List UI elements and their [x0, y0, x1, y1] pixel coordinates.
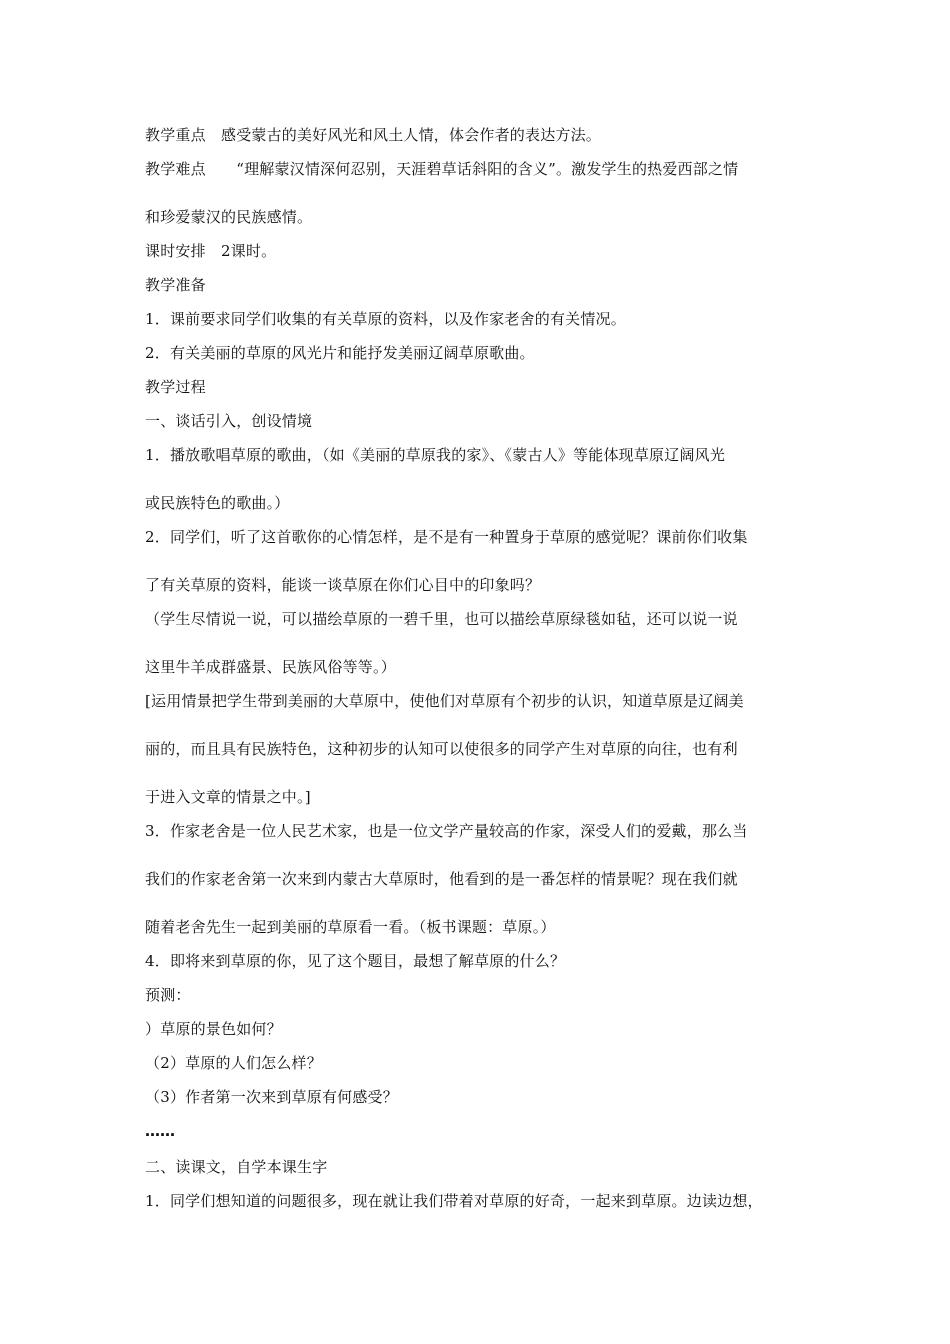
step-3-line-a: 3．作家老舍是一位人民艺术家，也是一位文学产量较高的作家，深受人们的爱戴，那么当: [145, 822, 748, 840]
prediction-heading: 预测：: [145, 986, 191, 1004]
class-hours-line: 课时安排 2课时。: [145, 242, 277, 260]
step-2-line-a: 2．同学们，听了这首歌你的心情怎样，是不是有一种置身于草原的感觉呢？课前你们收集: [145, 528, 748, 546]
teaching-focus-line: 教学重点 感受蒙古的美好风光和风土人情，体会作者的表达方法。: [145, 126, 602, 144]
step-2-line-b: 了有关草原的资料，能谈一谈草原在你们心目中的印象吗？: [145, 576, 541, 594]
step-1-line-b: 或民族特色的歌曲。）: [145, 494, 290, 512]
section-two-heading: 二、读课文，自学本课生字: [145, 1158, 328, 1176]
teaching-difficulty-continued: 和珍爱蒙汉的民族感情。: [145, 208, 313, 226]
student-note-line-b: 这里牛羊成群盛景、民族风俗等等。）: [145, 658, 396, 676]
design-note-line-b: 丽的，而且具有民族特色，这种初步的认知可以使很多的同学产生对草原的向往，也有利: [145, 740, 738, 758]
preparation-item-1: 1．课前要求同学们收集的有关草原的资料，以及作家老舍的有关情况。: [145, 310, 626, 328]
step-3-line-b: 我们的作家老舍第一次来到内蒙古大草原时，他看到的是一番怎样的情景呢？现在我们就: [145, 870, 738, 888]
teaching-preparation-heading: 教学准备: [145, 276, 206, 294]
prediction-item-2: （2）草原的人们怎么样？: [145, 1054, 322, 1072]
design-note-line-a: [运用情景把学生带到美丽的大草原中，使他们对草原有个初步的认识，知道草原是辽阔美: [145, 692, 744, 710]
step-1-line-a: 1．播放歌唱草原的歌曲，（如《美丽的草原我的家》、《蒙古人》等能体现草原辽阔风光: [145, 446, 726, 464]
design-note-line-c: 于进入文章的情景之中。]: [145, 788, 311, 806]
step-3-line-c: 随着老舍先生一起到美丽的草原看一看。（板书课题：草原。）: [145, 918, 556, 936]
step-4-line: 4．即将来到草原的你，见了这个题目，最想了解草原的什么？: [145, 952, 566, 970]
prediction-item-1: ）草原的景色如何？: [145, 1020, 282, 1038]
ellipsis-line: ……: [145, 1122, 175, 1140]
section-one-heading: 一、谈话引入，创设情境: [145, 412, 313, 430]
teaching-process-heading: 教学过程: [145, 378, 206, 396]
student-note-line-a: （学生尽情说一说，可以描绘草原的一碧千里，也可以描绘草原绿毯如毡，还可以说一说: [145, 610, 738, 628]
teaching-difficulty-line: 教学难点 “理解蒙汉情深何忍别，天涯碧草话斜阳的含义”。激发学生的热爱西部之情: [145, 160, 739, 178]
prediction-item-3: （3）作者第一次来到草原有何感受？: [145, 1088, 398, 1106]
preparation-item-2: 2．有关美丽的草原的风光片和能抒发美丽辽阔草原歌曲。: [145, 344, 535, 362]
section-two-step-1: 1．同学们想知道的问题很多，现在就让我们带着对草原的好奇，一起来到草原。边读边想，: [145, 1192, 763, 1210]
lesson-plan-body: [145, 124, 825, 1212]
